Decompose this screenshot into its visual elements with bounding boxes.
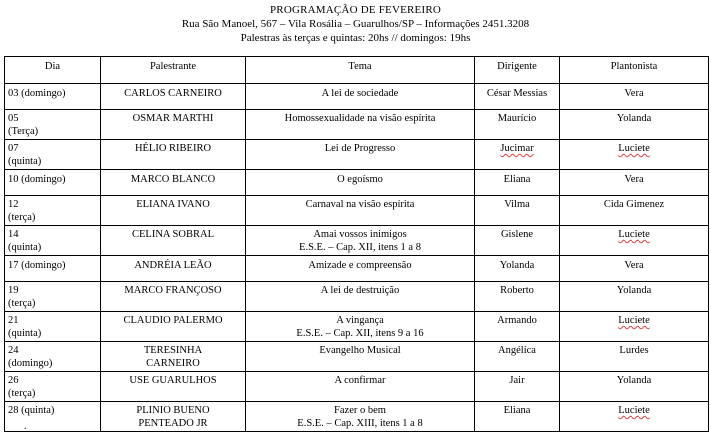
cell-tema [246, 402, 475, 432]
cell-tema-line: Lei de Progresso [324, 143, 396, 154]
cell-dia-line: 03 (domingo) [8, 88, 66, 99]
cell-palestrante-line: CELINA SOBRAL [132, 229, 214, 240]
cell-palestrante [101, 110, 246, 140]
cell-dia [5, 402, 101, 432]
cell-plantonista-text: Vera [624, 174, 644, 185]
cell-plantonista [560, 372, 709, 402]
table-row [5, 342, 709, 372]
cell-dirigente-text: Vilma [504, 199, 530, 210]
cell-plantonista [560, 282, 709, 312]
cell-dirigente-text: Jair [509, 375, 525, 386]
cell-palestrante-line: PLINIO BUENO [136, 405, 210, 416]
cell-tema-line: Evangelho Musical [319, 345, 401, 356]
column-header-dia: Dia [5, 57, 101, 84]
cell-dia [5, 282, 101, 312]
cell-dia-line: (Terça) [8, 126, 39, 137]
cell-palestrante-line: CARNEIRO [146, 358, 200, 369]
table-row [5, 226, 709, 256]
cell-tema [246, 342, 475, 372]
cell-tema [246, 84, 475, 110]
cell-dia [5, 312, 101, 342]
cell-palestrante-line: MARCO FRANÇOSO [124, 285, 222, 296]
cell-dirigente-text: Jucimar [500, 143, 534, 154]
table-row [5, 282, 709, 312]
cell-palestrante [101, 140, 246, 170]
cell-tema-line: Amizade e compreensão [308, 260, 412, 271]
table-row [5, 312, 709, 342]
cell-plantonista-text: Cida Gimenez [603, 199, 665, 210]
cell-tema-line: O egoísmo [337, 174, 383, 185]
cell-dia [5, 342, 101, 372]
table-row [5, 110, 709, 140]
cell-dirigente [475, 226, 560, 256]
cell-dia-line: (terça) [8, 298, 36, 309]
table-row [5, 402, 709, 432]
cell-dirigente [475, 170, 560, 196]
cell-tema-line: A lei de sociedade [321, 88, 399, 99]
cell-dia-line: (quinta) [8, 328, 42, 339]
column-header-palestrante: Palestrante [101, 57, 246, 84]
cell-dia-line: 28 (quinta) [8, 405, 55, 416]
cell-tema-line: Amai vossos inimigos [313, 229, 407, 240]
cell-plantonista [560, 226, 709, 256]
cell-dia-line: 10 (domingo) [8, 174, 66, 185]
cell-plantonista [560, 84, 709, 110]
cell-dia [5, 226, 101, 256]
footer-mark: . [24, 421, 27, 432]
cell-dirigente [475, 140, 560, 170]
cell-palestrante-line: TERESINHA [143, 345, 203, 356]
cell-dia [5, 140, 101, 170]
cell-tema [246, 196, 475, 226]
cell-plantonista [560, 312, 709, 342]
schedule-line: Palestras às terças e quintas: 20hs // domingos: 19hs [240, 32, 471, 44]
cell-palestrante [101, 312, 246, 342]
cell-plantonista-text: Luciete [618, 229, 650, 240]
cell-dirigente [475, 282, 560, 312]
cell-dirigente [475, 342, 560, 372]
cell-dirigente-text: Armando [497, 315, 537, 326]
cell-tema [246, 312, 475, 342]
cell-dirigente-text: Eliana [503, 405, 531, 416]
document-header [0, 3, 711, 45]
cell-dia [5, 256, 101, 282]
cell-palestrante [101, 402, 246, 432]
cell-palestrante-line: ANDRÉIA LEÃO [134, 260, 212, 271]
cell-palestrante-line: HÉLIO RIBEIRO [134, 143, 212, 154]
cell-dia-line: (terça) [8, 388, 36, 399]
cell-palestrante-line: OSMAR MARTHI [132, 113, 214, 124]
cell-dirigente-text: Yolanda [499, 260, 535, 271]
cell-palestrante [101, 84, 246, 110]
document-title: PROGRAMAÇÃO DE FEVEREIRO [269, 4, 442, 16]
cell-dirigente-text: Eliana [503, 174, 531, 185]
cell-plantonista [560, 140, 709, 170]
cell-dia [5, 196, 101, 226]
cell-dirigente [475, 312, 560, 342]
cell-plantonista-text: Luciete [618, 143, 650, 154]
table-row [5, 196, 709, 226]
cell-tema [246, 282, 475, 312]
cell-dia-line: 07 [8, 143, 19, 154]
cell-dirigente [475, 402, 560, 432]
cell-palestrante-line: CARLOS CARNEIRO [124, 88, 222, 99]
cell-plantonista-text: Yolanda [616, 375, 652, 386]
cell-tema-line: Homossexualidade na visão espírita [284, 113, 436, 124]
cell-plantonista-text: Vera [624, 260, 644, 271]
cell-dirigente [475, 110, 560, 140]
column-header-plantonista: Plantonista [560, 57, 709, 84]
cell-plantonista [560, 342, 709, 372]
cell-dia-line: 05 [8, 113, 19, 124]
cell-tema [246, 170, 475, 196]
cell-dirigente [475, 196, 560, 226]
cell-tema-line: E.S.E. – Cap. XIII, itens 1 a 8 [297, 418, 423, 429]
header-row [5, 57, 709, 84]
cell-dirigente-text: Maurício [497, 113, 537, 124]
cell-tema-line: Fazer o bem [334, 405, 386, 416]
cell-plantonista [560, 170, 709, 196]
cell-dia-line: 24 [8, 345, 19, 356]
cell-tema-line: Carnaval na visão espírita [305, 199, 415, 210]
cell-dia-line: (quinta) [8, 242, 42, 253]
cell-dirigente-text: César Messias [486, 88, 548, 99]
cell-plantonista-text: Yolanda [616, 285, 652, 296]
cell-palestrante-line: ELIANA IVANO [136, 199, 210, 210]
cell-tema [246, 140, 475, 170]
cell-tema [246, 110, 475, 140]
address-line: Rua São Manoel, 567 – Vila Rosália – Guarulhos/SP – Informações 2451.3208 [181, 18, 530, 30]
cell-dia-line: 19 [8, 285, 19, 296]
cell-palestrante-line: CLAUDIO PALERMO [123, 315, 223, 326]
cell-dia-line: 26 [8, 375, 19, 386]
cell-dia [5, 110, 101, 140]
cell-plantonista-text: Luciete [618, 405, 650, 416]
cell-tema-line: A confirmar [334, 375, 386, 386]
cell-dia-line: (quinta) [8, 156, 42, 167]
cell-tema-line: E.S.E. – Cap. XII, itens 1 a 8 [299, 242, 421, 253]
cell-dirigente-text: Angélica [498, 345, 536, 356]
cell-palestrante [101, 226, 246, 256]
column-header-dirigente: Dirigente [475, 57, 560, 84]
cell-palestrante [101, 256, 246, 282]
cell-dirigente-text: Gislene [500, 229, 534, 240]
cell-dia-line: 14 [8, 229, 19, 240]
cell-palestrante [101, 170, 246, 196]
cell-dia [5, 170, 101, 196]
cell-plantonista [560, 110, 709, 140]
cell-palestrante [101, 196, 246, 226]
cell-dia [5, 84, 101, 110]
cell-tema-line: E.S.E. – Cap. XII, itens 9 a 16 [296, 328, 424, 339]
cell-tema [246, 256, 475, 282]
cell-dia-line: 12 [8, 199, 19, 210]
cell-palestrante-line: MARCO BLANCO [130, 174, 216, 185]
cell-palestrante [101, 372, 246, 402]
schedule-body [5, 84, 709, 432]
cell-dia-line: 17 (domingo) [8, 260, 66, 271]
cell-dia-line: 21 [8, 315, 19, 326]
cell-dia [5, 372, 101, 402]
cell-dia-line: (domingo) [8, 358, 53, 369]
schedule-table [4, 56, 709, 432]
cell-plantonista [560, 256, 709, 282]
cell-dirigente [475, 256, 560, 282]
cell-palestrante-line: USE GUARULHOS [129, 375, 217, 386]
cell-plantonista-text: Vera [624, 88, 644, 99]
cell-plantonista-text: Lurdes [619, 345, 649, 356]
cell-palestrante [101, 282, 246, 312]
cell-dia-line: (terça) [8, 212, 36, 223]
cell-tema-line: A lei de destruição [320, 285, 400, 296]
cell-dirigente [475, 372, 560, 402]
cell-dirigente [475, 84, 560, 110]
cell-tema-line: A vingança [336, 315, 384, 326]
cell-tema [246, 226, 475, 256]
cell-dirigente-text: Roberto [500, 285, 534, 296]
cell-plantonista [560, 402, 709, 432]
cell-plantonista-text: Yolanda [616, 113, 652, 124]
cell-plantonista-text: Luciete [618, 315, 650, 326]
table-row [5, 256, 709, 282]
table-row [5, 140, 709, 170]
column-header-tema: Tema [246, 57, 475, 84]
table-row [5, 372, 709, 402]
cell-plantonista [560, 196, 709, 226]
cell-palestrante-line: PENTEADO JR [138, 418, 208, 429]
table-row [5, 170, 709, 196]
table-row [5, 84, 709, 110]
cell-palestrante [101, 342, 246, 372]
cell-tema [246, 372, 475, 402]
